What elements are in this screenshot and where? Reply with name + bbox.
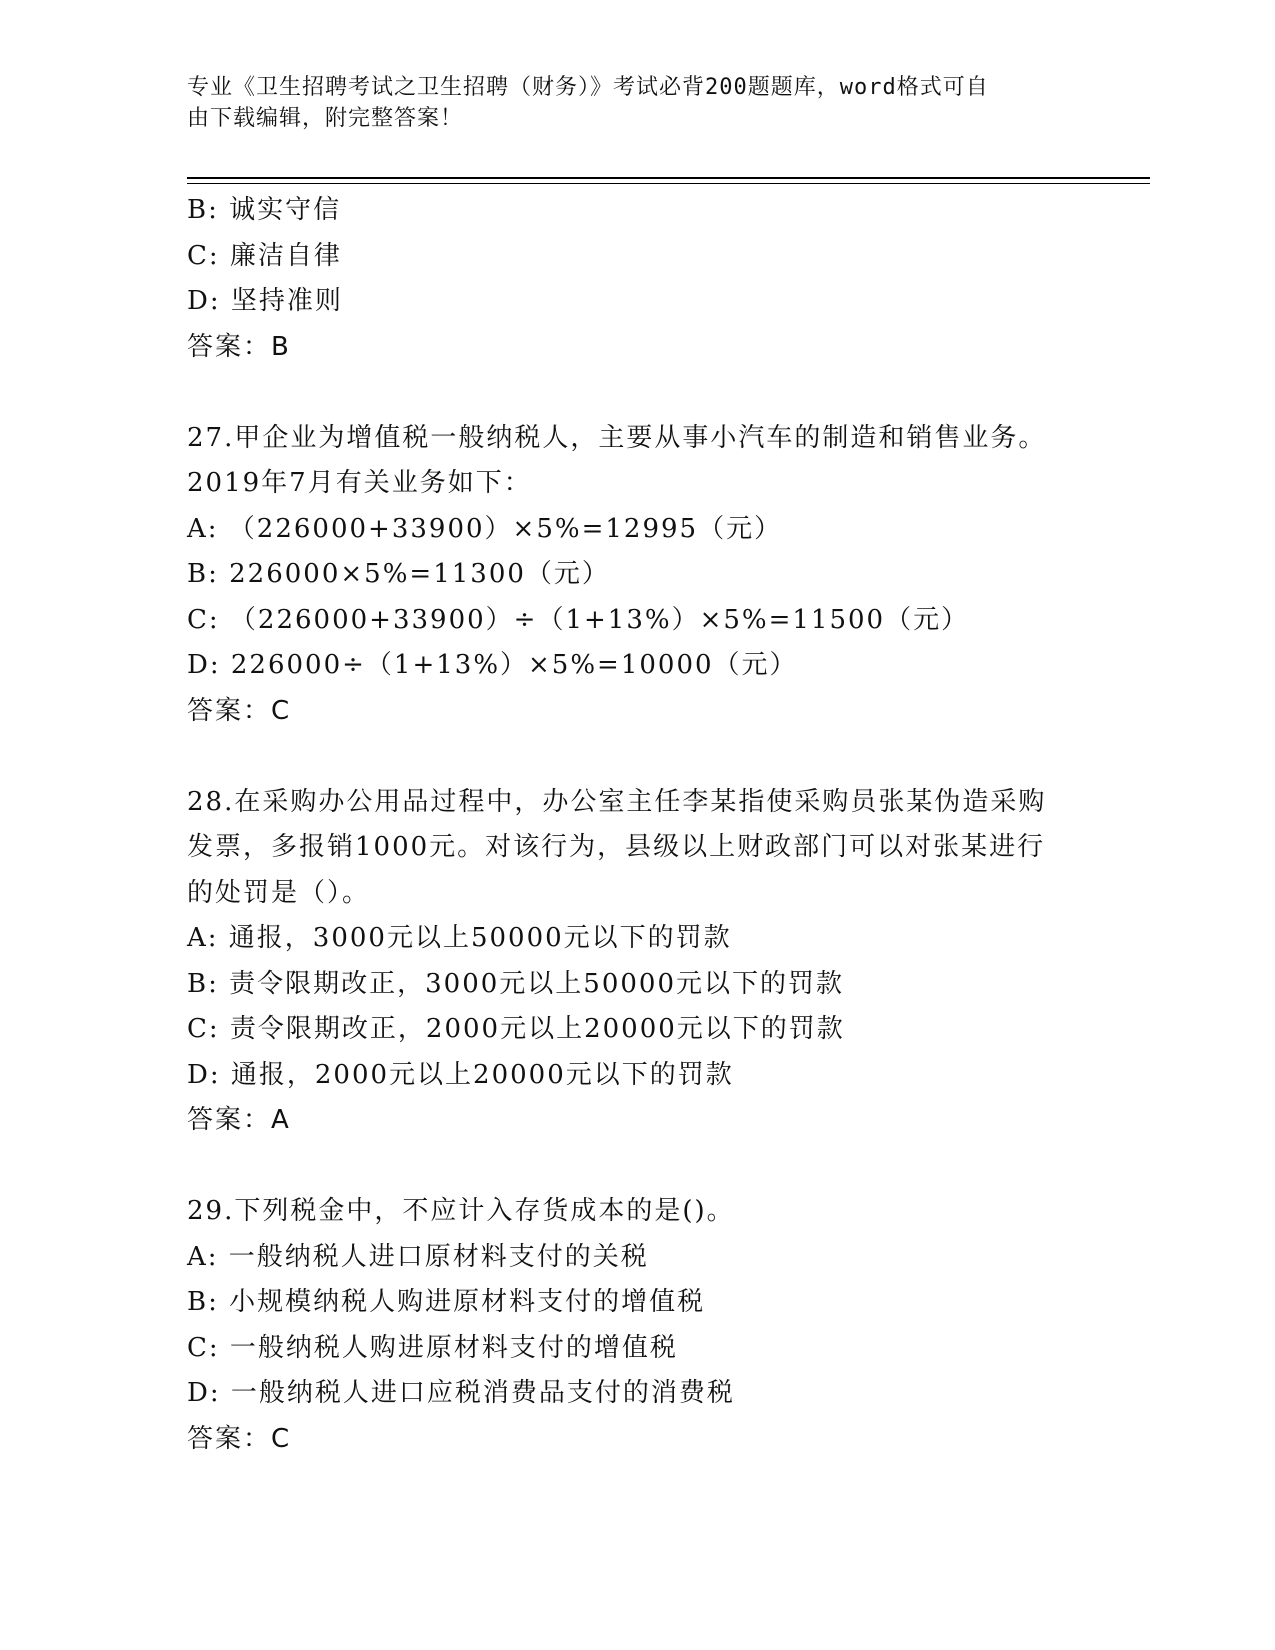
header-line-2: 由下载编辑，附完整答案！	[187, 106, 464, 131]
option-b: B: 226000×5%=11300（元）	[187, 559, 610, 589]
answer: 答案：A	[187, 1105, 291, 1135]
option-c: C: 一般纳税人购进原材料支付的增值税	[187, 1332, 678, 1363]
option-c: C: （226000+33900）÷（1+13%）×5%=11500（元）	[187, 604, 970, 635]
answer: 答案：C	[187, 1423, 292, 1454]
question-text: 2019年7月有关业务如下：	[187, 468, 532, 498]
option-c: C: 责令限期改正，2000元以上20000元以下的罚款	[187, 1014, 845, 1044]
option-b: B: 诚实守信	[187, 195, 342, 225]
option-a: A: 通报，3000元以上50000元以下的罚款	[187, 923, 732, 953]
question-28	[187, 780, 1087, 1144]
header-rule-thick	[187, 177, 1150, 179]
question-text: 29.下列税金中，不应计入存货成本的是()。	[187, 1196, 735, 1226]
option-d: D: 通报，2000元以上20000元以下的罚款	[187, 1059, 734, 1090]
option-d: D: 坚持准则	[187, 286, 343, 316]
question-29	[187, 1189, 1087, 1462]
question-27	[187, 416, 1087, 735]
answer: 答案：B	[187, 331, 291, 362]
spacer	[187, 370, 1087, 416]
question-continued	[187, 188, 1087, 370]
question-text: 27.甲企业为增值税一般纳税人，主要从事小汽车的制造和销售业务。	[187, 422, 1047, 453]
option-d: D: 一般纳税人进口应税消费品支付的消费税	[187, 1378, 735, 1408]
question-text: 发票，多报销1000元。对该行为，县级以上财政部门可以对张某进行	[187, 832, 1046, 862]
option-b: B: 小规模纳税人购进原材料支付的增值税	[187, 1287, 706, 1317]
question-text: 28.在采购办公用品过程中，办公室主任李某指使采购员张某伪造采购	[187, 786, 1047, 817]
question-text: 的处罚是（）。	[187, 877, 371, 908]
header-line-1: 专业《卫生招聘考试之卫生招聘（财务）》考试必背200题题库，word格式可自	[187, 75, 989, 100]
spacer	[187, 1144, 1087, 1190]
header-rule-thin	[187, 183, 1150, 184]
option-a: A: （226000+33900）×5%=12995（元）	[187, 513, 783, 544]
option-d: D: 226000÷（1+13%）×5%=10000（元）	[187, 650, 798, 680]
document-header	[187, 72, 1067, 134]
option-a: A: 一般纳税人进口原材料支付的关税	[187, 1241, 649, 1272]
document-body	[187, 188, 1087, 1462]
option-b: B: 责令限期改正，3000元以上50000元以下的罚款	[187, 968, 845, 999]
answer: 答案：C	[187, 695, 292, 726]
option-c: C: 廉洁自律	[187, 240, 342, 271]
spacer	[187, 734, 1087, 780]
